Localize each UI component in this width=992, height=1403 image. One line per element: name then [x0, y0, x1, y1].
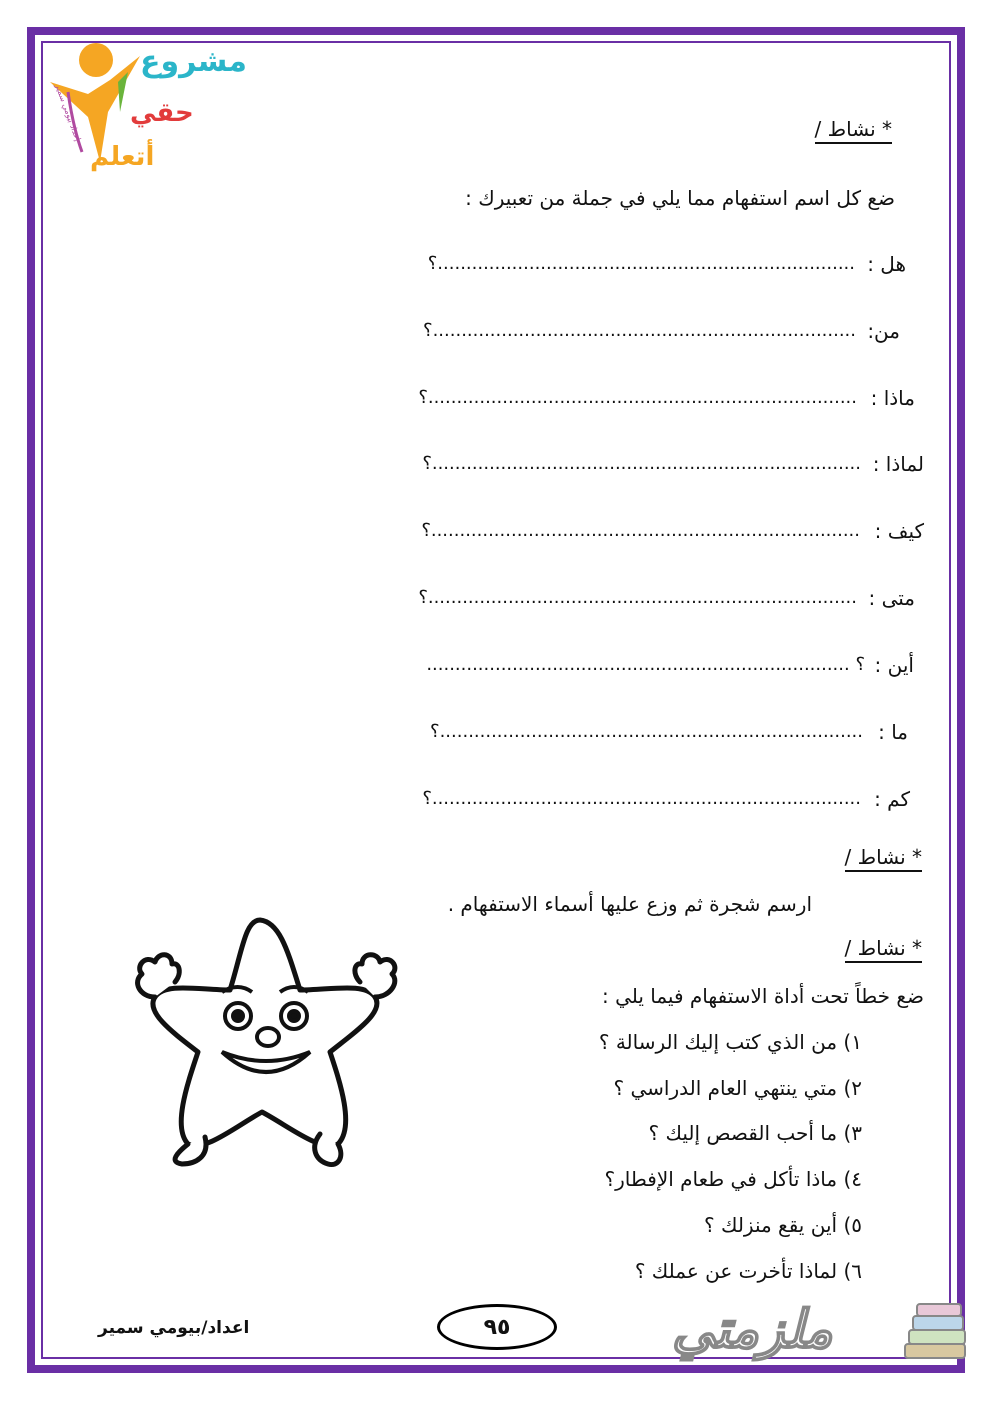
question-label: كم : [874, 787, 910, 811]
activity3-instruction: ضع خطاً تحت أداة الاستفهام فيما يلي : [601, 984, 924, 1008]
answer-line: ...........................................................................؟ [422, 788, 861, 809]
list-item: ٤) ماذا تأكل في طعام الإفطار؟ [604, 1167, 862, 1191]
question-label: متى : [868, 586, 915, 610]
list-item: ٢) متي ينتهي العام الدراسي ؟ [613, 1076, 862, 1100]
question-label: لماذا : [872, 452, 924, 476]
answer-line: ...........................................................................؟ [418, 387, 857, 408]
page-number-text: ٩٥ [483, 1314, 511, 1340]
question-label: من: [867, 319, 900, 343]
activity3-heading: * نشاط / [845, 936, 922, 963]
answer-line: ..........................................................................؟ [430, 721, 863, 742]
question-label: أين : [874, 653, 914, 677]
list-item: ٣) ما أحب القصص إليك ؟ [648, 1121, 862, 1145]
activity1-heading: * نشاط / [815, 117, 892, 144]
question-label: كيف : [874, 519, 924, 543]
list-item: ٥) أين يقع منزلك ؟ [703, 1213, 862, 1237]
question-label: هل : [867, 252, 906, 276]
author-credit: اعداد/بيومي سمير [98, 1318, 250, 1338]
answer-line: ؟ .......................................................................... [426, 654, 865, 675]
answer-line: ...........................................................................؟ [422, 453, 861, 474]
answer-line: .........................................................................؟ [427, 253, 855, 274]
list-item: ١) من الذي كتب إليك الرسالة ؟ [598, 1030, 862, 1054]
books-stack-icon [895, 1300, 975, 1370]
logo-word-learn: أتعلم [90, 142, 155, 172]
logo-word-project: مشروع [140, 44, 247, 79]
page-number [437, 1304, 557, 1350]
answer-line: ...........................................................................؟ [421, 520, 860, 541]
smiling-star-icon [110, 912, 430, 1172]
activity2-instruction: ارسم شجرة ثم وزع عليها أسماء الاستفهام . [447, 892, 812, 916]
activity2-heading: * نشاط / [845, 845, 922, 872]
answer-line: ..........................................................................؟ [423, 320, 856, 341]
question-label: ما : [878, 720, 908, 744]
watermark-logo: ملزمتي [672, 1300, 833, 1360]
list-item: ٦) لماذا تأخرت عن عملك ؟ [634, 1259, 862, 1283]
logo-word-right: حقي [130, 98, 194, 128]
activity1-instruction: ضع كل اسم استفهام مما يلي في جملة من تعبيرك : [465, 186, 895, 210]
answer-line: ...........................................................................؟ [418, 587, 857, 608]
question-label: ماذا : [870, 386, 915, 410]
logo-vertical-text: إعداد بيومي سمير [53, 82, 83, 143]
